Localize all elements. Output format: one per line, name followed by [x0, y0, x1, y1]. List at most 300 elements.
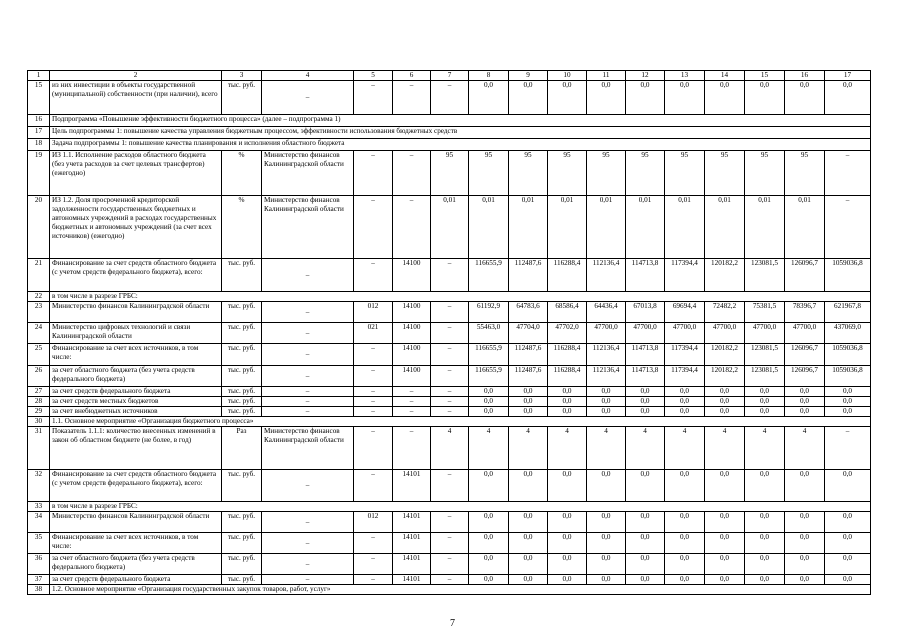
value-cell: 0,0	[469, 397, 509, 407]
table-row	[28, 151, 871, 196]
value-cell: 0,0	[548, 575, 587, 585]
value-cell: 0,0	[825, 533, 871, 554]
unit-cell: тыс. руб.	[222, 512, 262, 533]
row-number: 36	[28, 554, 50, 575]
column-number: 9	[509, 71, 548, 81]
indicator-name: за счет областного бюджета (без учета средств федерального бюджета)	[50, 366, 222, 387]
value-cell: 0,0	[825, 554, 871, 575]
value-cell: 116655,9	[469, 366, 509, 387]
value-cell: 14100	[393, 323, 431, 344]
value-cell: 0,0	[509, 512, 548, 533]
value-cell: 95	[745, 151, 785, 196]
table-row	[28, 585, 871, 595]
responsible-cell: –	[262, 366, 354, 387]
value-cell: 126096,7	[785, 366, 825, 387]
value-cell: 0,0	[665, 81, 705, 115]
table-row	[28, 259, 871, 292]
page-number: 7	[450, 618, 455, 629]
unit-cell: тыс. руб.	[222, 344, 262, 366]
table-row	[28, 344, 871, 366]
value-cell: 0,0	[745, 81, 785, 115]
indicator-name: Финансирование за счет всех источников, в том числе:	[50, 344, 222, 366]
row-number: 22	[28, 292, 50, 302]
row-number: 38	[28, 585, 50, 595]
value-cell: 0,0	[548, 554, 587, 575]
value-cell: 0,0	[825, 512, 871, 533]
value-cell: 0,01	[785, 196, 825, 259]
value-cell: 0,0	[626, 397, 665, 407]
value-cell: –	[431, 554, 469, 575]
value-cell: 126096,7	[785, 259, 825, 292]
value-cell: 0,0	[587, 387, 626, 397]
responsible-cell: Министерство финансов Калининградской области	[262, 196, 354, 259]
responsible-cell: Министерство финансов Калининградской области	[262, 427, 354, 470]
column-number: 17	[825, 71, 871, 81]
value-cell: 112136,4	[587, 366, 626, 387]
value-cell: 1059036,8	[825, 259, 871, 292]
value-cell: 0,0	[785, 554, 825, 575]
value-cell: –	[354, 196, 393, 259]
value-cell: 0,0	[587, 397, 626, 407]
value-cell: 0,0	[745, 387, 785, 397]
value-cell: 0,01	[705, 196, 745, 259]
row-number: 32	[28, 470, 50, 502]
column-number: 15	[745, 71, 785, 81]
value-cell: 0,0	[745, 575, 785, 585]
value-cell: 0,0	[785, 407, 825, 417]
value-cell: 64436,4	[587, 302, 626, 323]
value-cell: 0,01	[509, 196, 548, 259]
value-cell: –	[431, 259, 469, 292]
indicator-name: Финансирование за счет всех источников, в том числе:	[50, 533, 222, 554]
table-row	[28, 81, 871, 115]
value-cell: 021	[354, 323, 393, 344]
unit-cell: тыс. руб.	[222, 554, 262, 575]
value-cell: 0,01	[665, 196, 705, 259]
unit-cell: тыс. руб.	[222, 575, 262, 585]
section-heading: Подпрограмма «Повышение эффективности бюджетного процесса» (далее – подпрограмма 1)	[50, 115, 871, 127]
value-cell: 0,0	[665, 533, 705, 554]
column-number-row	[28, 71, 871, 81]
row-number: 19	[28, 151, 50, 196]
value-cell: 14101	[393, 512, 431, 533]
unit-cell: тыс. руб.	[222, 366, 262, 387]
unit-cell: тыс. руб.	[222, 470, 262, 502]
value-cell: –	[354, 407, 393, 417]
value-cell: –	[354, 427, 393, 470]
unit-cell: тыс. руб.	[222, 533, 262, 554]
value-cell: 0,0	[785, 575, 825, 585]
responsible-cell: –	[262, 470, 354, 502]
value-cell: 117394,4	[665, 344, 705, 366]
value-cell: 120182,2	[705, 366, 745, 387]
value-cell: –	[825, 427, 871, 470]
column-number: 13	[665, 71, 705, 81]
unit-cell: тыс. руб.	[222, 397, 262, 407]
value-cell: 0,0	[745, 512, 785, 533]
value-cell: 0,0	[626, 575, 665, 585]
table-row	[28, 470, 871, 502]
value-cell: 0,0	[509, 387, 548, 397]
value-cell: 4	[626, 427, 665, 470]
value-cell: 47704,0	[509, 323, 548, 344]
value-cell: –	[393, 407, 431, 417]
value-cell: 1059036,8	[825, 366, 871, 387]
value-cell: 4	[705, 427, 745, 470]
value-cell: 95	[431, 151, 469, 196]
value-cell: 0,0	[705, 512, 745, 533]
value-cell: 14101	[393, 554, 431, 575]
value-cell: 64783,6	[509, 302, 548, 323]
value-cell: –	[431, 344, 469, 366]
value-cell: 4	[431, 427, 469, 470]
value-cell: –	[431, 407, 469, 417]
value-cell: 0,0	[825, 470, 871, 502]
value-cell: 0,0	[548, 81, 587, 115]
value-cell: 0,0	[785, 512, 825, 533]
value-cell: 0,0	[825, 397, 871, 407]
value-cell: 0,0	[665, 554, 705, 575]
table-row	[28, 196, 871, 259]
value-cell: 95	[587, 151, 626, 196]
value-cell: 0,0	[587, 533, 626, 554]
value-cell: 0,0	[626, 407, 665, 417]
value-cell: 0,0	[626, 470, 665, 502]
section-heading: 1.2. Основное мероприятие «Организация государственных закупок товаров, работ, услуг»	[50, 585, 871, 595]
row-number: 15	[28, 81, 50, 115]
value-cell: 621967,8	[825, 302, 871, 323]
value-cell: 114713,8	[626, 344, 665, 366]
value-cell: 0,0	[509, 575, 548, 585]
responsible-cell: –	[262, 259, 354, 292]
value-cell: 47702,0	[548, 323, 587, 344]
value-cell: 0,0	[705, 470, 745, 502]
unit-cell: %	[222, 196, 262, 259]
budget-indicators-table	[27, 70, 871, 595]
responsible-cell: –	[262, 554, 354, 575]
value-cell: 0,01	[548, 196, 587, 259]
value-cell: –	[354, 387, 393, 397]
value-cell: 0,0	[665, 387, 705, 397]
table-row	[28, 397, 871, 407]
row-number: 28	[28, 397, 50, 407]
value-cell: –	[431, 302, 469, 323]
value-cell: –	[825, 151, 871, 196]
value-cell: –	[431, 81, 469, 115]
value-cell: 47700,0	[705, 323, 745, 344]
value-cell: 0,0	[548, 397, 587, 407]
table-row	[28, 292, 871, 302]
value-cell: –	[354, 81, 393, 115]
table-row	[28, 127, 871, 139]
indicator-name: Показатель 1.1.1: количество внесенных изменений в закон об областном бюджете (не более, в год)	[50, 427, 222, 470]
value-cell: 0,0	[665, 397, 705, 407]
unit-cell: %	[222, 151, 262, 196]
row-number: 16	[28, 115, 50, 127]
value-cell: 0,0	[548, 407, 587, 417]
value-cell: 75381,5	[745, 302, 785, 323]
responsible-cell: –	[262, 323, 354, 344]
value-cell: 0,0	[626, 512, 665, 533]
section-heading: Цель подпрограммы 1: повышение качества управления бюджетным процессом, эффективности использования бюджетных средств	[50, 127, 871, 139]
value-cell: –	[354, 259, 393, 292]
value-cell: 0,0	[665, 512, 705, 533]
value-cell: –	[393, 81, 431, 115]
indicator-name: из них инвестиции в объекты государственной (муниципальной) собственности (при наличии), всего	[50, 81, 222, 115]
value-cell: 0,0	[785, 470, 825, 502]
value-cell: –	[354, 151, 393, 196]
value-cell: 0,0	[626, 554, 665, 575]
value-cell: –	[393, 196, 431, 259]
value-cell: 72482,2	[705, 302, 745, 323]
table-row	[28, 533, 871, 554]
table-row	[28, 387, 871, 397]
unit-cell: тыс. руб.	[222, 259, 262, 292]
value-cell: 0,0	[548, 470, 587, 502]
column-number: 7	[431, 71, 469, 81]
table-row	[28, 575, 871, 585]
value-cell: 0,0	[469, 387, 509, 397]
value-cell: –	[354, 397, 393, 407]
section-heading: в том числе в разрезе ГРБС:	[50, 502, 871, 512]
value-cell: 0,0	[705, 407, 745, 417]
value-cell: 112487,6	[509, 344, 548, 366]
value-cell: 4	[745, 427, 785, 470]
value-cell: 78396,7	[785, 302, 825, 323]
value-cell: 0,0	[509, 397, 548, 407]
responsible-cell: –	[262, 397, 354, 407]
row-number: 26	[28, 366, 50, 387]
column-number: 4	[262, 71, 354, 81]
value-cell: 123081,5	[745, 366, 785, 387]
value-cell: 0,0	[469, 81, 509, 115]
value-cell: 112487,6	[509, 366, 548, 387]
value-cell: 47700,0	[587, 323, 626, 344]
value-cell: 0,0	[705, 387, 745, 397]
value-cell: 0,0	[785, 533, 825, 554]
row-number: 21	[28, 259, 50, 292]
table-row	[28, 139, 871, 151]
value-cell: –	[431, 470, 469, 502]
value-cell: 0,0	[705, 397, 745, 407]
value-cell: 55463,0	[469, 323, 509, 344]
value-cell: 68586,4	[548, 302, 587, 323]
responsible-cell: –	[262, 302, 354, 323]
value-cell: 0,0	[745, 470, 785, 502]
responsible-cell: –	[262, 81, 354, 115]
value-cell: 0,0	[785, 387, 825, 397]
value-cell: 112136,4	[587, 259, 626, 292]
row-number: 33	[28, 502, 50, 512]
value-cell: 0,0	[825, 575, 871, 585]
indicator-name: Министерство финансов Калининградской области	[50, 302, 222, 323]
table-row	[28, 302, 871, 323]
value-cell: 0,01	[626, 196, 665, 259]
value-cell: –	[393, 151, 431, 196]
value-cell: –	[431, 397, 469, 407]
row-number: 31	[28, 427, 50, 470]
value-cell: 47700,0	[665, 323, 705, 344]
value-cell: 0,0	[705, 81, 745, 115]
value-cell: 4	[469, 427, 509, 470]
value-cell: 0,0	[825, 407, 871, 417]
value-cell: 0,0	[665, 575, 705, 585]
responsible-cell: –	[262, 512, 354, 533]
column-number: 11	[587, 71, 626, 81]
value-cell: 0,0	[665, 470, 705, 502]
value-cell: –	[354, 554, 393, 575]
table-row	[28, 554, 871, 575]
value-cell: –	[431, 366, 469, 387]
value-cell: 95	[665, 151, 705, 196]
value-cell: 0,01	[469, 196, 509, 259]
table-row	[28, 427, 871, 470]
table-row	[28, 512, 871, 533]
value-cell: 0,01	[431, 196, 469, 259]
row-number: 23	[28, 302, 50, 323]
responsible-cell: –	[262, 387, 354, 397]
responsible-cell: –	[262, 533, 354, 554]
unit-cell: тыс. руб.	[222, 81, 262, 115]
value-cell: 0,0	[587, 554, 626, 575]
indicator-name: ИЗ 1.1. Исполнение расходов областного бюджета (без учета расходов за счет целевых трансфертов) (ежегодно)	[50, 151, 222, 196]
value-cell: –	[393, 387, 431, 397]
column-number: 16	[785, 71, 825, 81]
value-cell: 0,0	[509, 407, 548, 417]
value-cell: 116655,9	[469, 344, 509, 366]
value-cell: 0,0	[548, 533, 587, 554]
value-cell: 0,0	[469, 407, 509, 417]
unit-cell: Раз	[222, 427, 262, 470]
value-cell: 14101	[393, 533, 431, 554]
indicator-name: Министерство финансов Калининградской области	[50, 512, 222, 533]
value-cell: 67013,8	[626, 302, 665, 323]
value-cell: 69694,4	[665, 302, 705, 323]
value-cell: 0,0	[469, 533, 509, 554]
row-number: 20	[28, 196, 50, 259]
value-cell: 123081,5	[745, 259, 785, 292]
row-number: 34	[28, 512, 50, 533]
value-cell: 120182,2	[705, 344, 745, 366]
value-cell: 95	[509, 151, 548, 196]
value-cell: 0,0	[665, 407, 705, 417]
value-cell: 0,0	[587, 512, 626, 533]
value-cell: –	[431, 575, 469, 585]
value-cell: –	[393, 427, 431, 470]
column-number: 12	[626, 71, 665, 81]
value-cell: –	[354, 344, 393, 366]
value-cell: –	[431, 533, 469, 554]
value-cell: 0,0	[745, 407, 785, 417]
value-cell: 4	[509, 427, 548, 470]
value-cell: 0,0	[705, 533, 745, 554]
value-cell: 14100	[393, 302, 431, 323]
column-number: 14	[705, 71, 745, 81]
value-cell: –	[354, 470, 393, 502]
value-cell: 116288,4	[548, 366, 587, 387]
responsible-cell: –	[262, 344, 354, 366]
value-cell: 14100	[393, 344, 431, 366]
value-cell: 112136,4	[587, 344, 626, 366]
value-cell: 0,0	[705, 554, 745, 575]
row-number: 37	[28, 575, 50, 585]
responsible-cell: –	[262, 575, 354, 585]
value-cell: 0,0	[509, 470, 548, 502]
row-number: 30	[28, 417, 50, 427]
indicator-name: Финансирование за счет средств областного бюджета (с учетом средств федерального бюджета), всего:	[50, 470, 222, 502]
value-cell: 0,0	[469, 575, 509, 585]
value-cell: 012	[354, 512, 393, 533]
responsible-cell: Министерство финансов Калининградской области	[262, 151, 354, 196]
value-cell: 126096,7	[785, 344, 825, 366]
table-row	[28, 323, 871, 344]
indicator-name: ИЗ 1.2. Доля просроченной кредиторской задолженности государственных бюджетных и автономных учреждений в расходах государственных бюджетных и автономных учреждений (за счет всех источников) (ежегодно)	[50, 196, 222, 259]
indicator-name: за счет средств федерального бюджета	[50, 387, 222, 397]
indicator-name: Министерство цифровых технологий и связи Калининградской области	[50, 323, 222, 344]
value-cell: 95	[705, 151, 745, 196]
value-cell: 0,0	[509, 533, 548, 554]
indicator-name: за счет средств федерального бюджета	[50, 575, 222, 585]
value-cell: 0,0	[469, 554, 509, 575]
table-row	[28, 115, 871, 127]
value-cell: –	[431, 323, 469, 344]
value-cell: 4	[587, 427, 626, 470]
value-cell: –	[354, 366, 393, 387]
value-cell: 0,0	[469, 470, 509, 502]
value-cell: 95	[626, 151, 665, 196]
value-cell: 112487,6	[509, 259, 548, 292]
value-cell: 0,01	[587, 196, 626, 259]
row-number: 17	[28, 127, 50, 139]
value-cell: 0,0	[548, 387, 587, 397]
value-cell: 0,0	[587, 81, 626, 115]
table-row	[28, 502, 871, 512]
value-cell: 47700,0	[626, 323, 665, 344]
value-cell: 0,0	[587, 575, 626, 585]
column-number: 3	[222, 71, 262, 81]
value-cell: 0,0	[509, 554, 548, 575]
column-number: 10	[548, 71, 587, 81]
section-heading: Задача подпрограммы 1: повышение качества планирования и исполнения областного бюджета	[50, 139, 871, 151]
value-cell: 14100	[393, 366, 431, 387]
value-cell: –	[354, 575, 393, 585]
value-cell: 114713,8	[626, 259, 665, 292]
row-number: 27	[28, 387, 50, 397]
value-cell: 0,0	[548, 512, 587, 533]
value-cell: 47700,0	[785, 323, 825, 344]
value-cell: –	[431, 387, 469, 397]
value-cell: 47700,0	[745, 323, 785, 344]
value-cell: 0,0	[785, 81, 825, 115]
value-cell: –	[431, 512, 469, 533]
unit-cell: тыс. руб.	[222, 302, 262, 323]
value-cell: 0,0	[587, 407, 626, 417]
value-cell: 0,0	[626, 81, 665, 115]
table-row	[28, 366, 871, 387]
column-number: 6	[393, 71, 431, 81]
indicator-name: за счет областного бюджета (без учета средств федерального бюджета)	[50, 554, 222, 575]
unit-cell: тыс. руб.	[222, 323, 262, 344]
value-cell: 123081,5	[745, 344, 785, 366]
value-cell: 116288,4	[548, 344, 587, 366]
value-cell: 0,0	[745, 554, 785, 575]
value-cell: 0,0	[745, 533, 785, 554]
value-cell: 95	[469, 151, 509, 196]
row-number: 25	[28, 344, 50, 366]
section-heading: 1.1. Основное мероприятие «Организация бюджетного процесса»	[50, 417, 871, 427]
value-cell: 0,0	[587, 470, 626, 502]
value-cell: 0,0	[745, 397, 785, 407]
